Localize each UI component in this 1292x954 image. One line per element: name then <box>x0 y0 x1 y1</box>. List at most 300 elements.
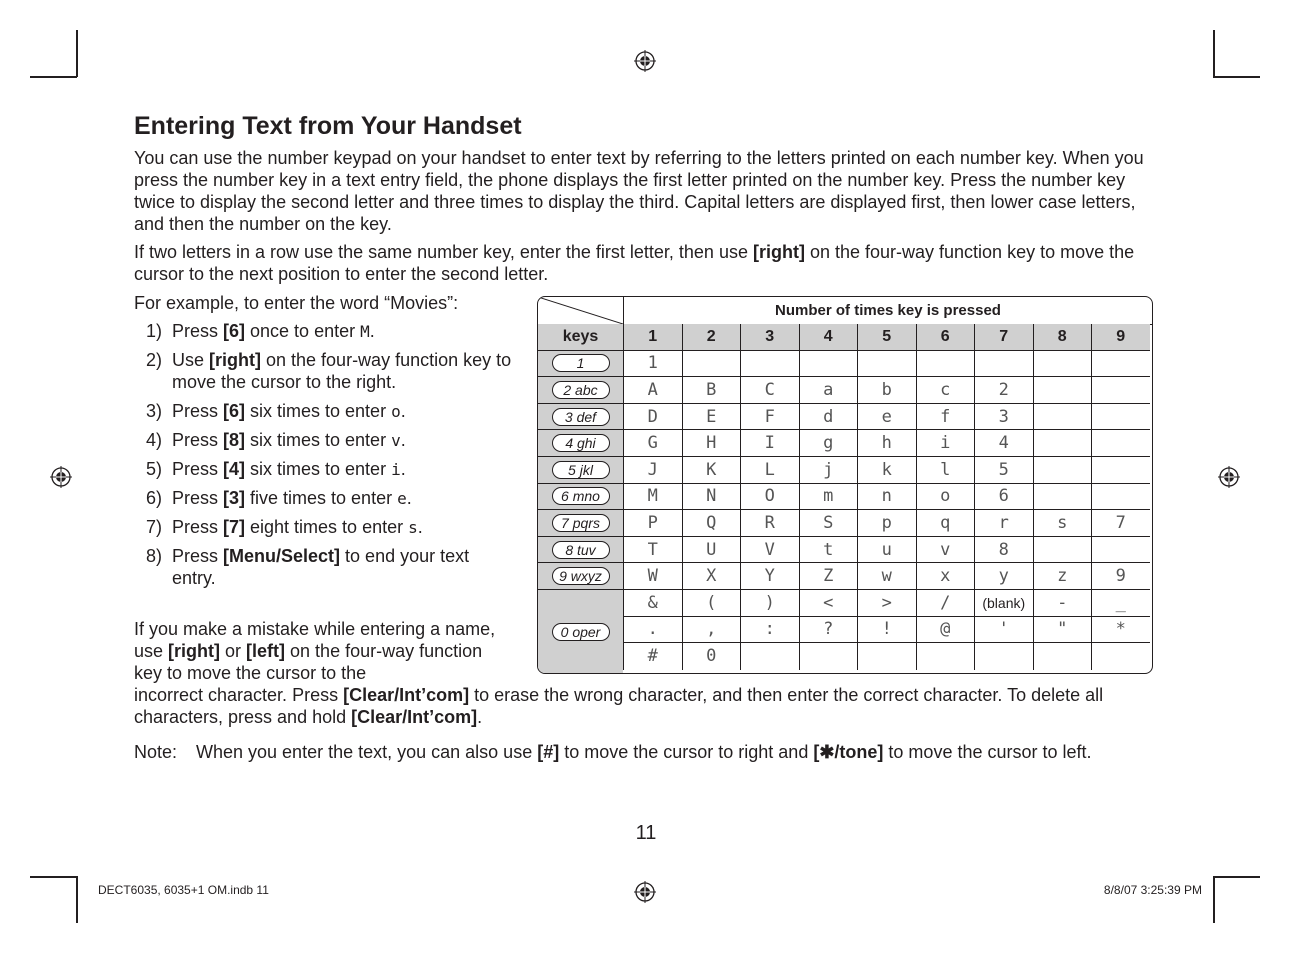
display-char: E <box>706 406 717 427</box>
display-char: ? <box>823 619 834 640</box>
char-cell <box>623 617 682 644</box>
display-char: 7 <box>1115 512 1126 533</box>
step-text: five times to enter <box>245 488 398 508</box>
text-run: on the four-way function key to move the cursor to the <box>134 641 483 683</box>
step-number: 8) <box>146 546 163 566</box>
same-key-paragraph <box>134 241 1164 285</box>
display-char: : <box>764 619 775 640</box>
display-char: n <box>881 486 892 507</box>
clear-key-label: [Clear/Int’com] <box>351 707 478 727</box>
step-item <box>134 429 514 452</box>
char-cell <box>1033 643 1092 670</box>
display-char: B <box>706 379 717 400</box>
press-count-header <box>1091 324 1150 351</box>
display-char: p <box>881 512 892 533</box>
page-number: 11 <box>635 822 657 844</box>
footer-timestamp: 8/8/07 3:25:39 PM <box>1103 883 1202 897</box>
char-cell <box>682 617 741 644</box>
char-cell <box>623 377 682 404</box>
char-cell <box>740 484 799 511</box>
step-item <box>134 320 514 343</box>
crop-mark <box>30 876 77 878</box>
step-number: 7) <box>146 517 163 537</box>
display-char: # <box>647 646 658 667</box>
keypad-key-icon <box>552 487 610 505</box>
display-char: 2 <box>998 379 1009 400</box>
step-item <box>134 400 514 423</box>
display-char: ) <box>764 592 775 613</box>
press-count-header <box>623 324 682 351</box>
key-label: 6 mno <box>561 488 600 505</box>
display-char: r <box>998 512 1009 533</box>
step-text: Press <box>172 430 224 450</box>
char-cell <box>623 404 682 431</box>
char-cell <box>857 404 916 431</box>
char-cell <box>740 404 799 431</box>
display-char: ' <box>998 619 1009 640</box>
display-char: C <box>764 379 775 400</box>
char-cell <box>799 537 858 564</box>
table-row <box>538 324 1152 351</box>
char-cell <box>623 537 682 564</box>
step-number: 1) <box>146 321 163 341</box>
text-run: to move the cursor to right and <box>559 742 814 762</box>
display-char: 6 <box>998 486 1009 507</box>
display-char: f <box>940 406 951 427</box>
display-char: U <box>706 539 717 560</box>
registration-mark-icon <box>1218 466 1240 488</box>
char-cell <box>682 537 741 564</box>
page-title: Entering Text from Your Handset <box>134 112 522 140</box>
char-cell <box>1033 457 1092 484</box>
char-cell <box>1091 351 1150 378</box>
char-cell <box>740 590 799 617</box>
char-cell <box>799 377 858 404</box>
table-row <box>538 430 1152 457</box>
char-cell <box>916 430 975 457</box>
char-cell <box>974 510 1033 537</box>
crop-mark <box>76 30 78 77</box>
char-cell <box>623 563 682 590</box>
char-cell <box>1091 404 1150 431</box>
char-cell <box>799 590 858 617</box>
char-cell <box>799 643 858 670</box>
display-char: @ <box>940 619 951 640</box>
display-char: W <box>647 566 658 587</box>
step-text: Press <box>172 546 224 566</box>
char-cell <box>1091 484 1150 511</box>
clear-key-label: [Clear/Int’com] <box>343 685 470 705</box>
char-cell <box>857 484 916 511</box>
key-cell <box>538 457 623 484</box>
table-corner-diagonal <box>538 297 623 324</box>
char-cell <box>1091 430 1150 457</box>
char-cell <box>682 377 741 404</box>
char-cell <box>916 510 975 537</box>
step-item <box>134 487 514 510</box>
char-cell <box>916 457 975 484</box>
char-cell <box>682 510 741 537</box>
press-count: 8 <box>1057 327 1067 345</box>
step-text: Press <box>172 488 224 508</box>
char-cell <box>740 617 799 644</box>
display-char: > <box>881 592 892 613</box>
display-char: z <box>1057 566 1068 587</box>
step-key-label: [3] <box>223 488 246 508</box>
char-cell <box>974 404 1033 431</box>
char-cell <box>857 590 916 617</box>
key-label: 8 tuv <box>565 541 596 558</box>
key-label: 3 def <box>564 408 597 425</box>
step-text: . <box>400 459 406 479</box>
display-char: o <box>940 486 951 507</box>
display-char: _ <box>1115 592 1126 613</box>
text-run: If two letters in a row use the same number key, enter the first letter, then use <box>134 242 753 262</box>
step-number: 2) <box>146 350 163 370</box>
press-count-header <box>799 324 858 351</box>
table-row <box>538 351 1152 378</box>
display-char: & <box>647 592 658 613</box>
char-cell <box>623 484 682 511</box>
text-run: If you make a mistake while entering a name, use <box>134 619 496 661</box>
display-char: V <box>764 539 775 560</box>
char-cell <box>916 537 975 564</box>
display-char: b <box>881 379 892 400</box>
crop-mark <box>1213 76 1260 78</box>
text-run: to erase the wrong character, and then enter the correct character. To delete all characters, press and hold <box>134 685 1104 727</box>
hash-key-label: [#] <box>537 742 560 762</box>
display-char: 5 <box>998 459 1009 480</box>
example-intro: For example, to enter the word “Movies”: <box>134 293 459 313</box>
display-char: K <box>706 459 717 480</box>
press-count: 4 <box>823 327 833 345</box>
press-count-header <box>682 324 741 351</box>
char-cell <box>1033 484 1092 511</box>
step-text: six times to enter <box>245 430 392 450</box>
footer-file-info: DECT6035, 6035+1 OM.indb 11 <box>98 883 269 897</box>
char-cell <box>1091 510 1150 537</box>
table-row <box>623 617 1152 644</box>
step-key-label: [Menu/Select] <box>223 546 341 566</box>
step-display-char: o <box>391 402 401 421</box>
step-text: Use <box>172 350 210 370</box>
key-cell <box>538 430 623 457</box>
char-cell <box>623 430 682 457</box>
char-cell <box>974 537 1033 564</box>
display-char: d <box>823 406 834 427</box>
char-cell <box>682 457 741 484</box>
key-cell <box>538 377 623 404</box>
keys-label: keys <box>562 327 599 345</box>
press-count-header <box>974 324 1033 351</box>
mistake-paragraph <box>134 618 514 684</box>
display-char: . <box>647 619 658 640</box>
char-cell <box>1033 537 1092 564</box>
char-cell <box>916 377 975 404</box>
char-cell <box>974 643 1033 670</box>
step-item <box>134 458 514 481</box>
display-char: L <box>764 459 775 480</box>
char-cell <box>1033 430 1092 457</box>
note-text <box>196 741 1156 763</box>
char-cell <box>682 351 741 378</box>
step-text: once to enter <box>245 321 361 341</box>
example-section <box>134 292 514 596</box>
table-header: Number of times key is pressed <box>623 297 1152 325</box>
char-cell <box>623 510 682 537</box>
display-char: h <box>881 433 892 454</box>
step-key-label: [8] <box>223 430 246 450</box>
step-key-label: [7] <box>223 517 246 537</box>
display-char: u <box>881 539 892 560</box>
char-cell <box>799 351 858 378</box>
text-run: When you enter the text, you can also use <box>196 742 538 762</box>
registration-mark-icon <box>50 466 72 488</box>
char-cell <box>974 457 1033 484</box>
display-char: 0 <box>706 646 717 667</box>
display-char: G <box>647 433 658 454</box>
char-cell <box>623 590 682 617</box>
text-run: incorrect character. Press <box>134 685 344 705</box>
press-count-header <box>1033 324 1092 351</box>
keypad-key-icon <box>552 381 610 399</box>
right-key-label: [right] <box>168 641 221 661</box>
key-cell <box>538 484 623 511</box>
press-count-header <box>857 324 916 351</box>
char-cell <box>1033 351 1092 378</box>
keypad-key-icon <box>552 541 610 559</box>
char-cell <box>740 563 799 590</box>
step-key-label: [4] <box>223 459 246 479</box>
char-cell <box>740 537 799 564</box>
display-char: q <box>940 512 951 533</box>
step-display-char: e <box>397 489 407 508</box>
char-cell <box>1033 377 1092 404</box>
key-cell <box>538 510 623 537</box>
keypad-key-icon <box>552 461 610 479</box>
char-cell <box>1091 643 1150 670</box>
step-display-char: i <box>391 460 401 479</box>
char-cell <box>682 484 741 511</box>
display-char: A <box>647 379 658 400</box>
key-label: 5 jkl <box>568 461 593 478</box>
step-number: 5) <box>146 459 163 479</box>
note-label: Note: <box>134 742 178 762</box>
table-row <box>623 590 1152 617</box>
char-cell <box>857 643 916 670</box>
display-char: e <box>881 406 892 427</box>
display-char: 9 <box>1115 566 1126 587</box>
step-key-label: [6] <box>223 401 246 421</box>
key-label: 9 wxyz <box>559 568 602 585</box>
step-text: eight times to enter <box>245 517 409 537</box>
intro-paragraph: You can use the number keypad on your handset to enter text by referring to the letters printed on each number key. When you press the number key in a text entry field, the phone displays the first letter printed on the number key. Press the number key twice to display the second letter and three times to display the third. Capital letters are displayed first, then lower case letters, and then the number on the key. <box>134 148 1144 234</box>
crop-mark <box>1213 876 1215 923</box>
char-cell <box>623 643 682 670</box>
char-cell <box>740 377 799 404</box>
step-number: 3) <box>146 401 163 421</box>
mistake-paragraph-continued <box>134 684 1164 728</box>
char-cell <box>682 563 741 590</box>
text-run: to move the cursor to left. <box>883 742 1092 762</box>
step-text: Press <box>172 401 224 421</box>
keypad-key-icon <box>552 354 610 372</box>
crop-mark <box>1213 876 1260 878</box>
char-cell <box>740 510 799 537</box>
keypad-key-icon <box>552 567 610 585</box>
table-row <box>538 377 1152 404</box>
keypad-key-icon <box>552 623 610 641</box>
char-cell <box>1033 563 1092 590</box>
table-row <box>538 404 1152 431</box>
char-cell <box>740 457 799 484</box>
display-char: a <box>823 379 834 400</box>
keypad-key-icon <box>552 514 610 532</box>
display-char: N <box>706 486 717 507</box>
press-count: 1 <box>648 327 658 345</box>
keys-header-cell <box>538 324 623 351</box>
press-count: 7 <box>999 327 1009 345</box>
char-cell <box>1091 590 1150 617</box>
display-char: g <box>823 433 834 454</box>
display-char: 8 <box>998 539 1009 560</box>
char-cell <box>857 457 916 484</box>
table-row <box>538 537 1152 564</box>
char-cell <box>974 617 1033 644</box>
char-cell <box>799 457 858 484</box>
char-cell <box>857 510 916 537</box>
display-char: 1 <box>647 353 658 374</box>
char-cell <box>974 484 1033 511</box>
step-text: on the four-way function key to move the cursor to the right. <box>172 350 512 392</box>
char-cell <box>799 430 858 457</box>
table-row <box>538 510 1152 537</box>
display-char: / <box>940 592 951 613</box>
char-cell <box>682 643 741 670</box>
press-count-header <box>740 324 799 351</box>
step-text: . <box>406 488 412 508</box>
char-cell <box>740 351 799 378</box>
display-char: l <box>940 459 951 480</box>
char-cell <box>799 510 858 537</box>
char-cell <box>974 351 1033 378</box>
char-cell <box>1033 617 1092 644</box>
keypad-key-icon <box>552 408 610 426</box>
char-cell <box>857 617 916 644</box>
char-cell <box>623 457 682 484</box>
table-row <box>623 643 1152 670</box>
table-row <box>538 563 1152 590</box>
press-count: 9 <box>1116 327 1126 345</box>
key-label: 2 abc <box>563 381 598 398</box>
step-display-char: M <box>360 322 370 341</box>
char-cell <box>1091 377 1150 404</box>
display-char: " <box>1057 619 1068 640</box>
step-text: Press <box>172 459 224 479</box>
step-display-char: v <box>391 431 401 450</box>
char-cell <box>916 484 975 511</box>
key-cell <box>538 563 623 590</box>
char-cell <box>682 430 741 457</box>
display-char: O <box>764 486 775 507</box>
display-char: < <box>823 592 834 613</box>
display-char: J <box>647 459 658 480</box>
step-display-char: s <box>408 518 418 537</box>
display-char: ( <box>706 592 717 613</box>
step-key-label: [right] <box>209 350 261 370</box>
step-text: . <box>417 517 423 537</box>
display-char: y <box>998 566 1009 587</box>
char-cell <box>916 617 975 644</box>
display-char: * <box>1115 619 1126 640</box>
registration-mark-icon <box>634 881 656 903</box>
table-row <box>538 457 1152 484</box>
key-label: 4 ghi <box>565 435 596 452</box>
char-cell <box>974 563 1033 590</box>
key-label: 0 oper <box>560 623 601 640</box>
right-key-label: [right] <box>752 242 805 262</box>
display-char: t <box>823 539 834 560</box>
crop-mark <box>76 876 78 923</box>
display-char: P <box>647 512 658 533</box>
display-char: i <box>940 433 951 454</box>
char-cell <box>916 590 975 617</box>
key-cell <box>538 590 623 674</box>
crop-mark <box>1213 30 1215 77</box>
char-cell <box>974 430 1033 457</box>
char-cell <box>623 351 682 378</box>
press-count: 6 <box>940 327 950 345</box>
step-text: . <box>369 321 375 341</box>
key-cell <box>538 537 623 564</box>
display-char: j <box>823 459 834 480</box>
char-cell <box>974 377 1033 404</box>
press-count: 3 <box>765 327 775 345</box>
char-cell <box>974 590 1033 617</box>
display-char: X <box>706 566 717 587</box>
display-char: Z <box>823 566 834 587</box>
text-run: or <box>220 641 247 661</box>
char-cell <box>916 351 975 378</box>
display-char: w <box>881 566 892 587</box>
display-char: 3 <box>998 406 1009 427</box>
display-char: M <box>647 486 658 507</box>
char-cell <box>857 377 916 404</box>
char-cell <box>1033 404 1092 431</box>
char-cell <box>916 404 975 431</box>
steps-list <box>134 320 514 590</box>
table-row <box>538 484 1152 511</box>
display-char: F <box>764 406 775 427</box>
display-char: (blank) <box>982 594 1026 611</box>
step-text: six times to enter <box>245 459 392 479</box>
char-cell <box>1033 590 1092 617</box>
step-key-label: [6] <box>223 321 246 341</box>
step-item <box>134 516 514 539</box>
display-char: x <box>940 566 951 587</box>
display-char: c <box>940 379 951 400</box>
char-cell <box>799 404 858 431</box>
char-cell <box>857 351 916 378</box>
char-cell <box>682 590 741 617</box>
crop-mark <box>30 76 77 78</box>
display-char: Q <box>706 512 717 533</box>
char-cell <box>857 430 916 457</box>
char-cell <box>740 643 799 670</box>
table-grid <box>538 324 1152 673</box>
step-number: 4) <box>146 430 163 450</box>
key-press-table <box>537 296 1153 674</box>
